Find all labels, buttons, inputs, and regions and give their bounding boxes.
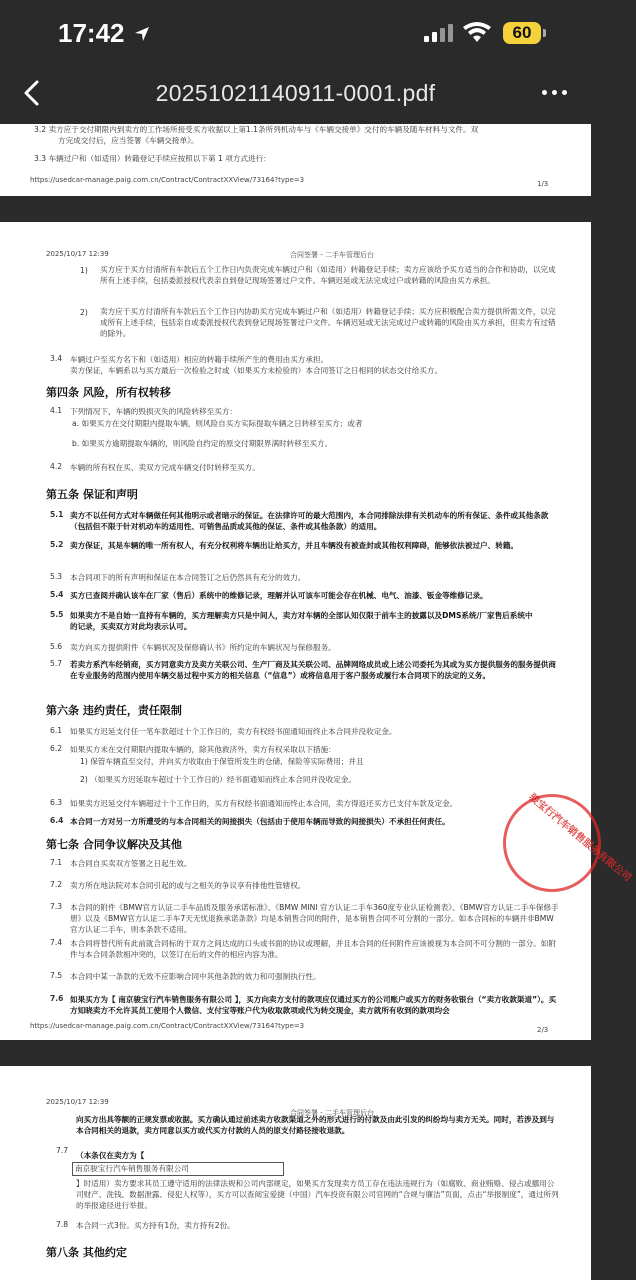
clause: 卖方所在地法院对本合同引起的或与之相关的争议享有排他性管辖权。 bbox=[70, 881, 306, 890]
page-number: 1/3 bbox=[537, 180, 549, 188]
paragraph: 卖方应于买方付清所有车款后五个工作日内协助买方完成车辆过户和（如适用）转籍登记手续；买方应积极配合卖方提供所需文件，以完成所有上述手续，包括亲自或委派授权代表到登记现场签署过户文件。车辆迟延或无法完成过户或转籍的风险由买方承担，但卖方有过错的除外。 bbox=[100, 307, 556, 338]
cellular-signal-icon bbox=[424, 24, 453, 42]
item-number: 1) bbox=[80, 266, 88, 275]
clause: 如果买方迟延支付任一笔车款超过十个工作日的，卖方有权经书面通知而终止本合同并没收定金。 bbox=[70, 727, 397, 736]
clause: 1) 保管车辆直至交付，并向买方收取由于保管所发生的仓储、保险等实际费用；并且 bbox=[80, 757, 364, 766]
clause-number: 6.3 bbox=[50, 798, 63, 807]
clause-number: 5.1 bbox=[50, 510, 64, 519]
clause-number: 5.5 bbox=[50, 610, 64, 619]
page-url: https://usedcar-manage.paig.com.cn/Contract/ContractXXView/73164?type=3 bbox=[30, 1022, 305, 1030]
item-number: 2) bbox=[80, 308, 88, 317]
section-heading: 第六条 违约责任，责任限制 bbox=[46, 704, 182, 717]
clause-number: 7.5 bbox=[50, 971, 63, 980]
clause: 2) （如果买方迟延取车超过十个工作日的）经书面通知而终止本合同并没收定金。 bbox=[80, 775, 356, 784]
battery-tip bbox=[543, 29, 546, 37]
clause: 如果买方为【 南京骏宝行汽车销售服务有限公司 】，买方向卖方支付的款项应仅通过买方的公司账户或买方的财务收银台（“卖方收款渠道”）。买方知晓卖方不允许其员工使用个人微信、支付宝等账户代为收取款项或代为转交现金，卖方就所有收到的款项均会 bbox=[70, 995, 557, 1015]
clause-number: 5.2 bbox=[50, 540, 64, 549]
clause: a. 如果买方在交付期限内提取车辆，则风险自买方实际提取车辆之日转移至买方；或者 bbox=[72, 419, 363, 428]
clause-number: 7.4 bbox=[50, 938, 63, 947]
clause-number: 7.2 bbox=[50, 880, 63, 889]
clause: 如果买方未在交付期限内提取车辆的，除其他救济外，卖方有权采取以下措施： bbox=[70, 745, 336, 754]
battery-level: 60 bbox=[512, 23, 532, 42]
clause-number: 7.7 bbox=[56, 1146, 69, 1155]
page-header: 合同签署 - 二手车管理后台 bbox=[290, 1109, 374, 1117]
clause: 本合同的附件《BMW官方认证二手车品质及服务承诺标准》、《BMW MINI 官方认证二手车360度专业认证检测表》、《BMW官方认证二手车保修手册》以及《BMW官方认证二手车7天无忧退换承诺条款》均是本销售合同的附件，是本销售合同不可分割的一部分。如本合同标的车辆并非BMW官方认证二手车，则本条款不适用。 bbox=[70, 903, 559, 934]
section-heading: 第五条 保证和声明 bbox=[46, 488, 138, 501]
clock bbox=[58, 18, 151, 49]
page-url: https://usedcar-manage.paig.com.cn/Contract/ContractXXView/73164?type=3 bbox=[30, 176, 305, 184]
clause: 车辆的所有权在买、卖双方完成车辆交付时转移至买方。 bbox=[70, 463, 260, 472]
clause: 】时适用）卖方要求其员工遵守适用的法律法规和公司内部规定，如果买方发现卖方员工存在违法违规行为（如腐败、商业贿赂、侵占或挪用公司财产、洗钱、数据泄露、侵犯人权等），买方可以查阅宝爱捷（中国）汽车投资有限公司官网的“合规与廉洁”页面，点击“举报制度”，通过所列的举报途径进行举报。 bbox=[76, 1179, 559, 1210]
page1-line: 方完成交付后，应当签署《车辆交接单》。 bbox=[58, 136, 199, 145]
page-date: 2025/10/17 12:39 bbox=[46, 250, 109, 258]
pdf-page-2 bbox=[0, 222, 634, 1040]
clause: b. 如果买方逾期提取车辆的，则风险自约定的原交付期限界满时转移至买方。 bbox=[72, 439, 333, 448]
clause: 如果卖方迟延交付车辆超过十个工作日的，买方有权经书面通知而终止本合同，卖方得返还买方已支付车款及定金。 bbox=[70, 799, 458, 808]
clause: 本合同中某一条款的无效不应影响合同中其他条款的效力和可强制执行性。 bbox=[70, 972, 321, 981]
paragraph: 向买方出具等额的正规发票或收据。买方确认通过前述卖方收款渠道之外的形式进行的付款及由此引发的纠纷均与卖方无关。同时，若涉及到与本合同相关的退款，卖方同意以买方或代买方付款的人员的原支付路径接收退款。 bbox=[76, 1115, 555, 1135]
page1-line: 3.3 车辆过户和（如适用）转籍登记手续应按照以下第 1 项方式进行： bbox=[34, 154, 271, 163]
pdf-page-1 bbox=[0, 124, 591, 196]
location-arrow-icon bbox=[133, 25, 151, 43]
clause: 本合同一方对另一方所遭受的与本合同相关的间接损失（包括由于使用车辆而导致的间接损失）不承担任何责任。 bbox=[70, 817, 450, 826]
paragraph: 买方应于买方付清所有车款后五个工作日内负责完成车辆过户和（如适用）转籍登记手续；卖方应该给予买方适当的合作和协助，以完成所有上述手续，包括委派授权代表亲自到登记现场签署过户文件。车辆迟延或无法完成过户或转籍的风险由买方承担。 bbox=[100, 265, 556, 285]
clause: 下列情况下，车辆的毁损灭失的风险转移至买方： bbox=[70, 407, 238, 416]
clause: （本条仅在卖方为【 bbox=[76, 1151, 145, 1160]
section-heading: 第四条 风险，所有权转移 bbox=[46, 386, 171, 399]
clause: 本合同项下的所有声明和保证在本合同签订之后仍然具有充分的效力。 bbox=[70, 573, 306, 582]
battery-indicator bbox=[503, 22, 541, 44]
page-header: 合同签署 - 二手车管理后台 bbox=[290, 251, 374, 259]
clause: 本合同自买卖双方签署之日起生效。 bbox=[70, 859, 192, 868]
company-name-box bbox=[72, 1162, 284, 1176]
clause: 本合同将替代所有此前就合同标的于双方之间达成的口头或书面的协议或理解，并且本合同的任何附件应该被视为本合同不可分割的一部分。如附件与本合同条款相冲突的，以签订在后的文件的相应内容为准。 bbox=[70, 939, 556, 959]
page-date: 2025/10/17 12:39 bbox=[46, 1098, 109, 1106]
clause: 车辆过户至买方名下和（如适用）相应的转籍手续所产生的费用由买方承担。 bbox=[70, 355, 329, 364]
clause-number: 5.3 bbox=[50, 572, 63, 581]
clause-number: 7.8 bbox=[56, 1220, 69, 1229]
page1-line: 3.2 卖方应于交付期限内到卖方的工作场所接受买方收据以上第1.1条所列机动车与《车辆交接单》交付的车辆及随车材料与文件。双 bbox=[34, 125, 479, 134]
clause-number: 3.4 bbox=[50, 354, 63, 363]
clause-number: 5.7 bbox=[50, 659, 63, 668]
clause: 本合同一式3份。买方持有1份，卖方持有2份。 bbox=[76, 1221, 235, 1230]
pdf-page-3 bbox=[0, 1066, 591, 1280]
clock-time: 17:42 bbox=[58, 18, 125, 48]
document-title: 20251021140911-0001.pdf bbox=[155, 80, 436, 106]
clause: 卖方向买方提供附件《车辆状况及保修确认书》所约定的车辆状况与保修服务。 bbox=[70, 643, 336, 652]
status-bar bbox=[0, 0, 591, 64]
clause: 如果卖方不是自始一直持有车辆的，买方理解卖方只是中间人，卖方对车辆的全部认知仅限于前车主的披露以及DMS系统/厂家售后系统中的记录，买卖双方对此均表示认可。 bbox=[70, 611, 533, 631]
clause-number: 6.2 bbox=[50, 744, 63, 753]
clause-number: 4.1 bbox=[50, 406, 63, 415]
clause-number: 4.2 bbox=[50, 462, 63, 471]
section-heading: 第八条 其他约定 bbox=[46, 1246, 127, 1259]
clause: 买方已查阅并确认该车在厂家（售后）系统中的维修记录，理解并认可该车可能会存在机械、电气、油漆、钣金等维修记录。 bbox=[70, 591, 488, 600]
clause-number: 5.4 bbox=[50, 590, 64, 599]
navigation-bar bbox=[0, 64, 591, 124]
clause: 卖方保证，车辆系以与买方最后一次检验之时或（如果买方未检验的）本合同签订之日相同的状态交付给买方。 bbox=[70, 366, 443, 375]
clause-number: 6.1 bbox=[50, 726, 63, 735]
clause-number: 7.6 bbox=[50, 994, 64, 1003]
clause: 若卖方系汽车经销商，买方同意卖方及卖方关联公司、生产厂商及其关联公司、品牌网络成员或上述公司委托为其或为买方提供服务的服务提供商在专业服务的范围内使用车辆交易过程中买方的相关信息（“信息”）或将信息用于客户服务或履行本合同项下的法定的义务。 bbox=[70, 660, 556, 680]
clause-number: 6.4 bbox=[50, 816, 64, 825]
clause-number: 7.3 bbox=[50, 902, 63, 911]
seal-text: 骏宝行汽车销售服务有限公司 bbox=[526, 792, 634, 885]
wifi-icon bbox=[462, 22, 492, 44]
clause: 卖方保证，其是车辆的唯一所有权人，有充分权利将车辆出让给买方，并且车辆没有被查封或其他权利障碍，能够依法被过户、转籍。 bbox=[70, 541, 519, 550]
clause-number: 5.6 bbox=[50, 642, 63, 651]
page-number: 2/3 bbox=[537, 1026, 549, 1034]
clause: 卖方不以任何方式对车辆做任何其他明示或者暗示的保证。在法律许可的最大范围内，本合同排除法律有关机动车的所有保证、条件或其他条款（包括但不限于针对机动车的适用性、可销售品质或其他的保证、条件或其他条款）的适用。 bbox=[70, 511, 549, 531]
section-heading: 第七条 合同争议解决及其他 bbox=[46, 838, 182, 851]
more-options-icon[interactable] bbox=[542, 90, 567, 95]
clause-number: 7.1 bbox=[50, 858, 63, 867]
company-name: 南京骏宝行汽车销售服务有限公司 bbox=[75, 1164, 189, 1173]
company-seal bbox=[503, 792, 634, 892]
